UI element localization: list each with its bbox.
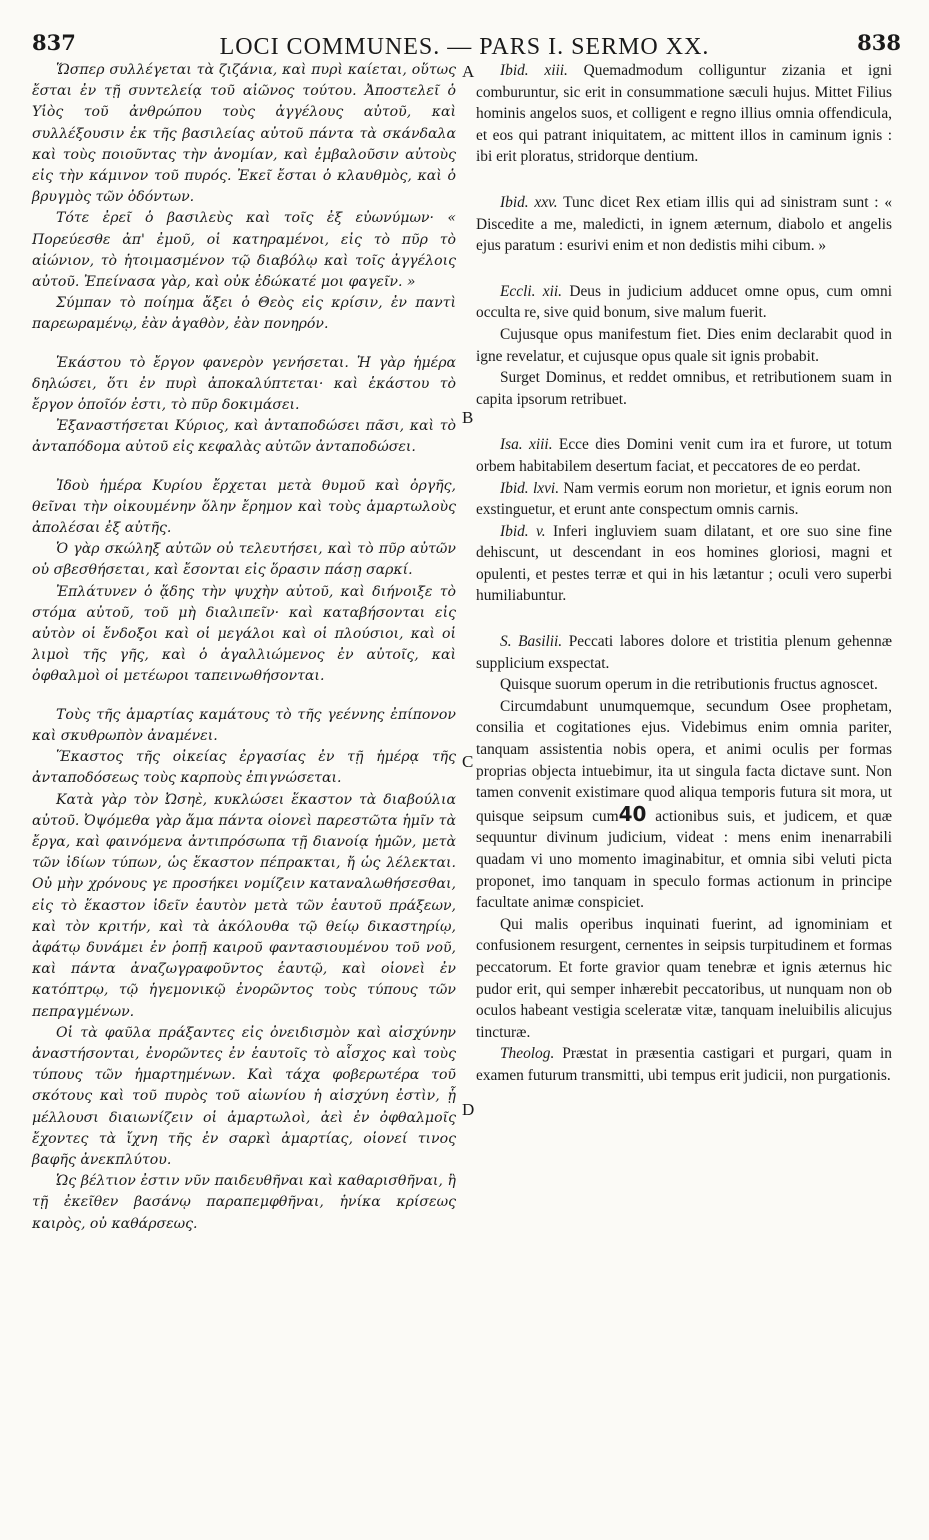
greek-paragraph: Σύμπαν τὸ ποίημα ἄξει ὁ Θεὸς εἰς κρίσιν, ἐν παντὶ παρεωραμένῳ, ἐὰν ἀγαθὸν, ἐὰν πονηρόν. <box>32 295 456 333</box>
greek-paragraph: Ἐπλάτυνεν ὁ ᾅδης τὴν ψυχὴν αὐτοῦ, καὶ διήνοιξε τὸ στόμα αὐτοῦ, τοῦ μὴ διαλιπεῖν· καὶ καταβήσονται εἰς αὐτὸν οἱ ἔνδοξοι καὶ οἱ μεγάλοι καὶ οἱ πλούσιοι, καὶ οἱ λιμοὶ τῆς γῆς, καὶ ὁ ἀγαλλιώμενος ἐν αὐτοῖς, καὶ ὀφθαλμοὶ οἱ μετέωροι ταπεινωθήσονται. <box>32 583 456 685</box>
greek-paragraph: Ἰδοὺ ἡμέρα Κυρίου ἔρχεται μετὰ θυμοῦ καὶ ὀργῆς, θεῖναι τὴν οἰκουμένην ὅλην ἔρημον καὶ τοὺς ἁμαρτωλοὺς ἀπολέσαι ἐξ αὐτῆς. <box>32 477 456 537</box>
scripture-reference: Ibid. v. <box>500 522 546 540</box>
latin-text: Cujusque opus manifestum fiet. Dies enim declarabit quod in igne revelatur, et cujusque opus quale sit ignis probabit. <box>476 325 892 365</box>
greek-paragraph: Ὡς βέλτιον ἐστιν νῦν παιδευθῆναι καὶ καθαρισθῆναι, ἢ τῇ ἐκεῖθεν βασάνῳ παραπεμφθῆναι, ἡνίκα κρίσεως καιρὸς, οὐ καθάρσεως. <box>32 1173 456 1232</box>
margin-marker-d: D <box>462 1100 475 1119</box>
latin-paragraph <box>476 192 892 257</box>
latin-text: Quisque suorum operum in die retributionis fructus agnoscet. <box>500 676 878 694</box>
latin-column <box>476 60 892 1087</box>
latin-paragraph <box>476 674 892 696</box>
latin-paragraph <box>476 914 892 1044</box>
page-number-left: 837 <box>32 30 76 55</box>
latin-text: Præstat in præsentia castigari et purgari, quam in examen futurum transmitti, ubi tempus erit judicii, non purgationis. <box>476 1045 892 1084</box>
scripture-reference: Ibid. lxvi. <box>500 479 560 497</box>
latin-text: Quemadmodum colliguntur zizania et igni comburuntur, sic erit in consummatione sæculi hujus. Mittet Filius hominis angelos suos, et colligent e regno illius omnia offendicula, et eos qui patrant iniquitatem, ac mittent illos in caminum ignis : ibi erit ploratus, stridorque dentium. <box>476 62 892 166</box>
latin-paragraph <box>476 367 892 410</box>
greek-paragraph: Ὥσπερ συλλέγεται τὰ ζιζάνια, καὶ πυρὶ καίεται, οὕτως ἔσται ἐν τῇ συντελείᾳ τοῦ αἰῶνος τούτου. Ἀποστελεῖ ὁ Υἱὸς τοῦ ἀνθρώπου τοὺς ἀγγέλους αὐτοῦ, καὶ συλλέξουσιν ἐκ τῆς βασιλείας αὐτοῦ πάντα τὰ σκάνδαλα καὶ τοὺς ποιοῦντας τὴν ἀνομίαν, καὶ ἐμβαλοῦσιν αὐτοὺς εἰς τὴν κάμινον τοῦ πυρός. Ἐκεῖ ἔσται ὁ κλαυθμὸς, καὶ ὁ βρυγμὸς τῶν ὀδόντων. <box>32 62 456 206</box>
latin-text: Ecce dies Domini venit cum ira et furore, ut totum orbem habitabilem desertum faciat, et peccatores de eo perdat. <box>476 436 892 475</box>
greek-paragraph: Οἱ τὰ φαῦλα πράξαντες εἰς ὀνειδισμὸν καὶ αἰσχύνην ἀναστήσονται, ἐνορῶντες ἐν ἑαυτοῖς τὸ αἶσχος καὶ τοὺς τύπους τῶν ἡμαρτημένων. Καὶ τάχα φοβερωτέρα τοῦ σκότους καὶ τοῦ πυρὸς τοῦ αἰωνίου ἡ αἰσχύνη ἐστὶν, ᾗ μέλλουσι διαιωνίζειν οἱ ἁμαρτωλοὶ, ἀεὶ ἐν ὀφθαλμοῖς ἔχοντες τὰ ἴχνη τῆς ἐν σαρκὶ ἁμαρτίας, οἱονεί τινος βαφῆς ἀνεκπλύτου. <box>32 1024 456 1168</box>
latin-text: actionibus suis, et judicem, et quæ sequuntur divinum judicium, videat : mens enim inenarrabili quadam vi uno momento imaginabitur, et omnia sibi veluti picta proponet, imo tanquam in speculo formas actionum in principe facultate animæ conspiciet. <box>476 807 892 912</box>
page-number-right: 838 <box>857 30 901 55</box>
latin-text: Deus in judicium adducet omne opus, cum omni occulta re, sive quid bonum, sive malum fuerit. <box>476 282 892 322</box>
scripture-reference: S. Basilii. <box>500 633 563 651</box>
latin-paragraph <box>476 521 892 607</box>
latin-text: Nam vermis eorum non morietur, et ignis eorum non exstinguetur, et erunt ante conspectum omnis carnis. <box>476 479 892 519</box>
greek-paragraph: Ἕκαστος τῆς οἰκείας ἐργασίας ἐν τῇ ἡμέρᾳ τῆς ἀνταποδόσεως τοὺς καρποὺς ἐπιγνώσεται. <box>32 749 456 787</box>
latin-text: Tunc dicet Rex etiam illis qui ad sinistram sunt : « Discedite a me, maledicti, in ignem æternum, diabolo et angelis ejus paratum : esurivi enim et non dedistis mihi cibum. » <box>476 193 893 255</box>
scripture-reference: Isa. xiii. <box>500 436 553 454</box>
latin-text: Peccati labores dolore et tristitia plenum gehennæ supplicium exspectat. <box>476 633 892 672</box>
running-head: LOCI COMMUNES. — PARS I. SERMO XX. <box>219 34 710 60</box>
latin-paragraph <box>476 631 892 674</box>
margin-marker-b: B <box>462 408 474 427</box>
margin-marker-c: C <box>462 752 474 771</box>
greek-paragraph: Τότε ἐρεῖ ὁ βασιλεὺς καὶ τοῖς ἐξ εὐωνύμων· « Πορεύεσθε ἀπ' ἐμοῦ, οἱ κατηραμένοι, εἰς τὸ πῦρ τὸ αἰώνιον, τὸ ἡτοιμασμένον τῷ διαβόλῳ καὶ τοῖς ἀγγέλοις αὐτοῦ. Ἐπείνασα γὰρ, καὶ οὐκ ἐδώκατέ μοι φαγεῖν. » <box>32 210 456 291</box>
scripture-reference: Eccli. xii. <box>500 282 563 300</box>
greek-paragraph: Ἑκάστου τὸ ἔργον φανερὸν γενήσεται. Ἡ γὰρ ἡμέρα δηλώσει, ὅτι ἐν πυρὶ ἀποκαλύπτεται· καὶ ἑκάστου τὸ ἔργον ὁποῖόν ἐστι, τὸ πῦρ δοκιμάσει. <box>32 354 456 414</box>
scripture-reference: Ibid. xxv. <box>500 193 558 211</box>
greek-paragraph: Κατὰ γὰρ τὸν Ὠσηὲ, κυκλώσει ἕκαστον τὰ διαβούλια αὐτοῦ. Ὀψόμεθα γὰρ ἅμα πάντα οἱονεὶ παρεστῶτα ἡμῖν τὰ ἔργα, καὶ φαινόμενα ἀντιπρόσωπα τῇ διανοίᾳ ἡμῶν, μετὰ τῶν ἰδίων τύπων, ὡς ἕκαστον πέπρακται, ἤ ὡς λέλεκται. Οὐ μὴν χρόνους γε προσήκει νομίζειν καταναλωθήσεσθαι, εἰς τὸ ἕκαστον ἰδεῖν ἑαυτὸν μετὰ τῶν ἑαυτοῦ πράξεων, καὶ τὸν κριτήν, καὶ τὰ ἀκόλουθα τῷ θείῳ δικαστηρίῳ, ἀφάτῳ δυνάμει ἐν ῥοπῇ καιροῦ φαντασιουμένου τοῦ νοῦ, καὶ πάντα ἀναζωγραφοῦντος ἑαυτῷ, καὶ οἱονεὶ ἐν κατόπτρῳ, τῷ ἡγεμονικῷ ἐνορῶντος τοὺς τύπους τῶν πεπραγμένων. <box>32 791 456 1020</box>
latin-text: Circumdabunt unumquemque, secundum Osee prophetam, consilia et cogitationes ejus. Videbimus enim omnia pariter, tanquam assistentia nobis opera, et animi oculis per formas proprias objecta intuebimur, ita ut singula facta dictave sunt. Non tamen convenit existimare quod aliqua temporis futura sit mora, ut quisque seipsum cum <box>476 697 892 825</box>
margin-marker-a: A <box>462 62 475 81</box>
latin-paragraph <box>476 478 892 521</box>
greek-paragraph: Ἐξαναστήσεται Κύριος, καὶ ἀνταποδώσει πᾶσι, καὶ τὸ ἀνταπόδομα αὐτοῦ εἰς κεφαλὰς αὐτῶν ἀνταποδώσει. <box>32 418 456 456</box>
page-header <box>0 30 929 60</box>
latin-text: Qui malis operibus inquinati fuerint, ad ignominiam et confusionem resurgent, cernentes in seipsis turpitudinem et formas peccatorum. Et forte gravior quam tenebræ et ignis æternus hic pudor erit, qui semper inhærebit peccatoribus, ut nunquam non ob oculos habeant vestigia sceleratæ vitæ, tanquam ineluibilis alicujus tincturæ. <box>476 915 892 1041</box>
latin-text: Surget Dominus, et reddet omnibus, et retributionem suam in capita ipsorum retribuet. <box>476 369 892 408</box>
latin-text: Inferi ingluviem suam dilatant, et ore suo sine fine dehiscunt, ut descendant in eos homines gloriosi, magni et opulenti, et pestes terræ et qui in his lætantur ; oculi vero superbi humiliabuntur. <box>476 522 892 605</box>
latin-paragraph <box>476 324 892 367</box>
latin-paragraph <box>476 281 892 324</box>
greek-column <box>32 60 456 1235</box>
greek-paragraph: Τοὺς τῆς ἁμαρτίας καμάτους τὸ τῆς γεέννης ἐπίπονον καὶ σκυθρωπὸν ἀναμένει. <box>32 706 456 744</box>
latin-paragraph <box>476 1043 892 1086</box>
stamped-number: 40 <box>618 801 647 826</box>
scripture-reference: Theolog. <box>500 1045 555 1063</box>
latin-paragraph <box>476 434 892 477</box>
scripture-reference: Ibid. xiii. <box>500 62 568 79</box>
latin-paragraph <box>476 60 892 168</box>
greek-paragraph: Ὁ γὰρ σκώληξ αὐτῶν οὐ τελευτήσει, καὶ τὸ πῦρ αὐτῶν οὐ σβεσθήσεται, καὶ ἔσονται εἰς ὅρασιν πάσῃ σαρκί. <box>32 541 456 579</box>
latin-paragraph <box>476 696 892 914</box>
